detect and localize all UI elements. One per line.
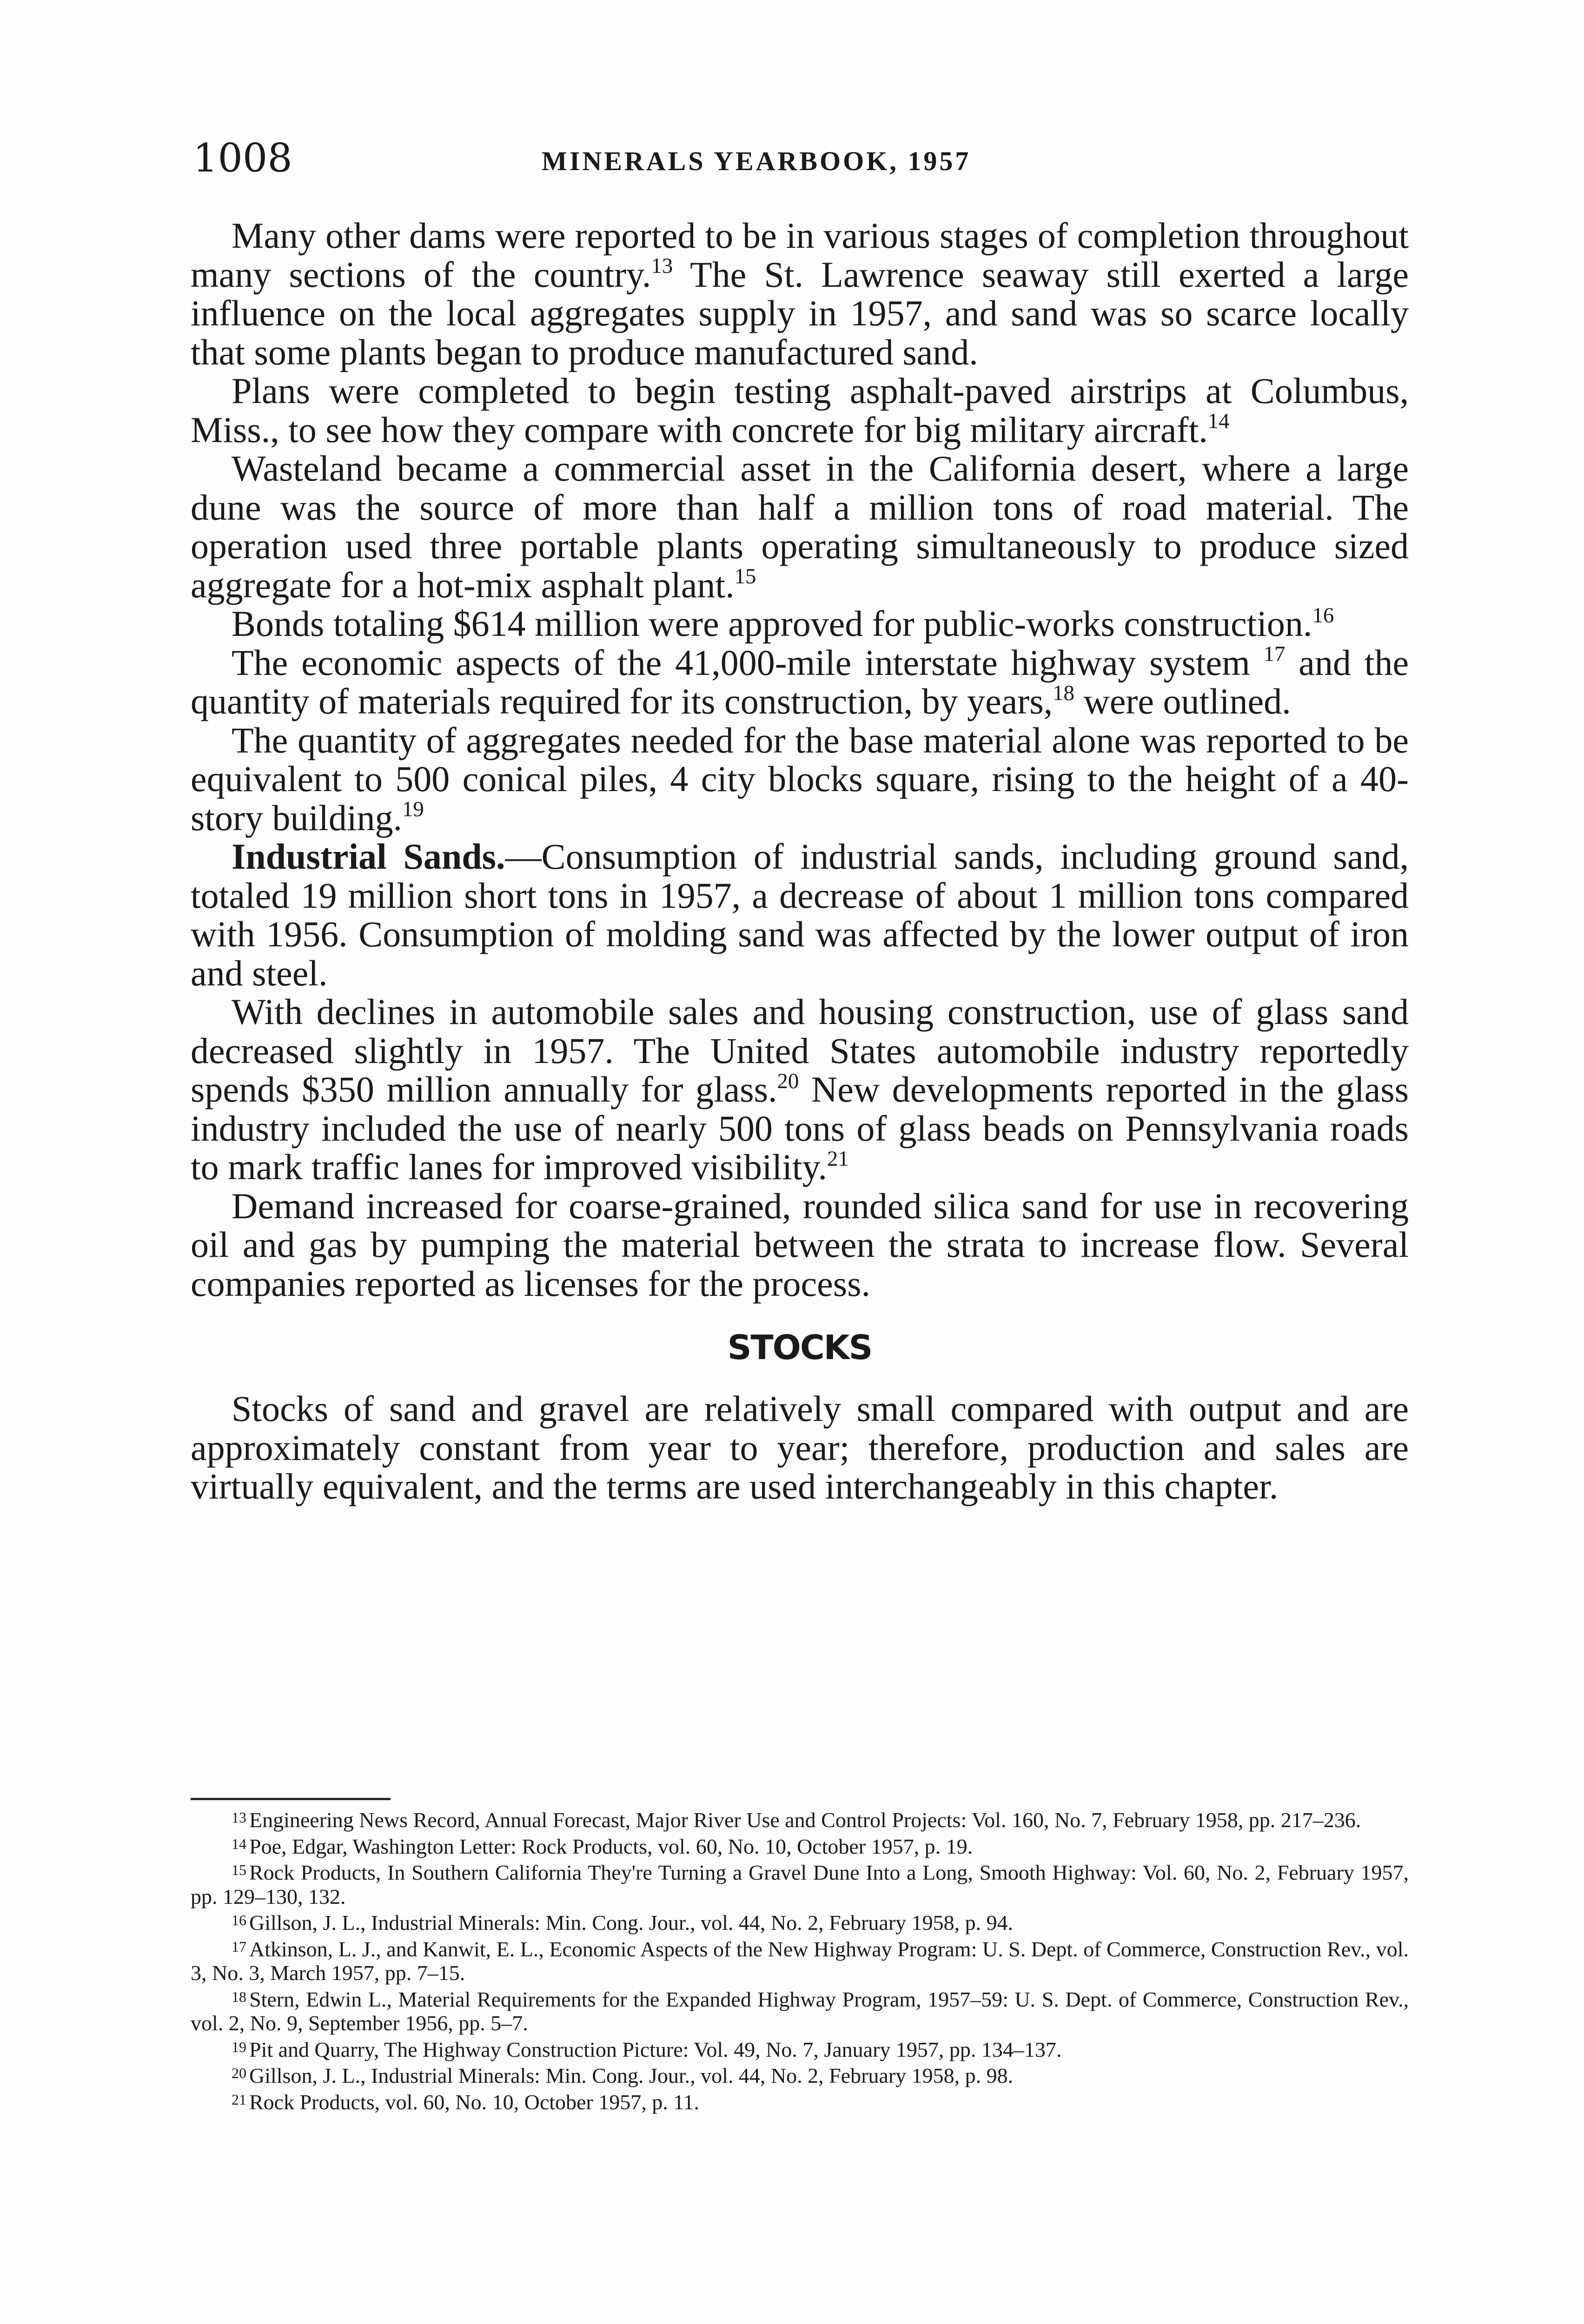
footnote-ref: 14	[1207, 409, 1230, 434]
paragraph-text: —Consumption of industrial sands, including ground sand, totaled 19 million short tons in 1957, a decrease of about 1 million tons compared with 1956. Consumption of molding sand was affected by the lower output of iron and steel.	[191, 836, 1409, 993]
footnote-text: Rock Products, In Southern California They're Turning a Gravel Dune Into a Long, Smooth Highway: Vol. 60, No. 2, February 1957, pp. 129–130, 132.	[191, 1861, 1409, 1908]
paragraph-text: Demand increased for coarse-grained, rounded silica sand for use in recovering oil and gas by pumping the material between the strata to increase flow. Several companies reported as licenses for the process.	[191, 1185, 1409, 1304]
paragraph	[191, 1187, 1409, 1303]
body-text	[191, 216, 1409, 1506]
footnote-text: Rock Products, vol. 60, No. 10, October 1957, p. 11.	[249, 2090, 700, 2114]
paragraph	[191, 837, 1409, 992]
footnote-number: 21	[232, 2091, 246, 2108]
paragraph-text: New developments reported in the glass industry included the use of nearly 500 tons of glass beads on Pennsylvania roads to mark traffic lanes for improved visibility.	[191, 1069, 1409, 1187]
footnote	[191, 1832, 1409, 1859]
paragraph-text: With declines in automobile sales and housing construction, use of glass sand decreased slightly in 1957. The United States automobile industry reportedly spends $350 million annually for glass.	[191, 991, 1409, 1109]
footnote-text: Atkinson, L. J., and Kanwit, E. L., Economic Aspects of the New Highway Program: U. S. Dept. of Commerce, Construction Rev., vol. 3, No. 3, March 1957, pp. 7–15.	[191, 1937, 1409, 1985]
footnote-number: 18	[232, 1988, 246, 2005]
footnote-ref: 21	[827, 1146, 849, 1171]
footnote-ref: 16	[1312, 603, 1334, 627]
footnote-ref: 13	[651, 254, 673, 278]
footnote-number: 20	[232, 2065, 246, 2081]
footnote-text: Engineering News Record, Annual Forecast, Major River Use and Control Projects: Vol. 160, No. 7, February 1958, pp. 217–236.	[249, 1808, 1361, 1832]
footnote	[191, 1858, 1409, 1908]
page-number: 1008	[193, 135, 292, 181]
paragraph-text: The St. Lawrence seaway still exerted a large influence on the local aggregates supply in 1957, and sand was so scarce locally that some plants began to produce manufactured sand.	[191, 254, 1409, 372]
paragraph	[191, 992, 1409, 1187]
footnote-number: 13	[232, 1809, 246, 1826]
footnote-ref: 17	[1263, 642, 1286, 667]
paragraph	[191, 643, 1409, 721]
footnote	[191, 1935, 1409, 1985]
footnote-text: Stern, Edwin L., Material Requirements for the Expanded Highway Program, 1957–59: U. S. Dept. of Commerce, Construction Rev., vol. 2, No. 9, September 1956, pp. 5–7.	[191, 1987, 1409, 2035]
paragraph-text: and the quantity of materials required for its construction, by years,	[191, 642, 1409, 721]
section-heading: STOCKS	[727, 1328, 872, 1367]
paragraph	[191, 216, 1409, 371]
running-title: MINERALS YEARBOOK, 1957	[542, 146, 971, 176]
footnote-text: Gillson, J. L., Industrial Minerals: Min. Cong. Jour., vol. 44, No. 2, February 1958, p. 98.	[249, 2064, 1014, 2087]
footnote-divider	[191, 1798, 391, 1800]
paragraph-text: Stocks of sand and gravel are relatively small compared with output and are approximately constant from year to year; therefore, production and sales are virtually equivalent, and the terms are used interchangeably in this chapter.	[191, 1388, 1409, 1506]
footnote	[191, 1908, 1409, 1935]
footnote	[191, 1985, 1409, 2035]
footnote-text: Gillson, J. L., Industrial Minerals: Min. Cong. Jour., vol. 44, No. 2, February 1958, p. 94.	[249, 1911, 1014, 1934]
paragraph-text: The economic aspects of the 41,000-mile interstate highway system	[232, 642, 1264, 683]
paragraph-text: The quantity of aggregates needed for the base material alone was reported to be equivalent to 500 conical piles, 4 city blocks square, rising to the height of a 40-story building.	[191, 720, 1409, 838]
footnote-number: 16	[232, 1912, 246, 1928]
paragraph	[191, 449, 1409, 604]
footnote-text: Pit and Quarry, The Highway Construction Picture: Vol. 49, No. 7, January 1957, pp. 134–137.	[249, 2037, 1062, 2061]
run-in-heading: Industrial Sands.	[232, 836, 505, 877]
footnote	[191, 2088, 1409, 2114]
footnote-ref: 15	[734, 564, 756, 589]
paragraph	[191, 371, 1409, 449]
footnote-text: Poe, Edgar, Washington Letter: Rock Products, vol. 60, No. 10, October 1957, p. 19.	[249, 1834, 973, 1858]
paragraph-text: Wasteland became a commercial asset in the California desert, where a large dune was the source of more than half a million tons of road material. The operation used three portable plants operating simultaneously to produce sized aggregate for a hot-mix asphalt plant.	[191, 448, 1409, 605]
footnote	[191, 1806, 1409, 1832]
footnote-number: 19	[232, 2038, 246, 2055]
page-header	[193, 135, 1411, 186]
footnote	[191, 2035, 1409, 2062]
footnote-number: 17	[232, 1938, 246, 1955]
paragraph-text: were outlined.	[1074, 681, 1291, 721]
paragraph-text: Bonds totaling $614 million were approved for public-works construction.	[232, 603, 1312, 644]
footnote-ref: 18	[1053, 680, 1074, 705]
footnote-ref: 20	[777, 1069, 799, 1093]
paragraph-text: Many other dams were reported to be in various stages of completion throughout many sections of the country.	[191, 215, 1409, 295]
paragraph	[191, 1389, 1409, 1506]
paragraph	[191, 604, 1409, 643]
footnote	[191, 2061, 1409, 2088]
paragraph-text: Plans were completed to begin testing asphalt-paved airstrips at Columbus, Miss., to see how they compare with concrete for big military aircraft.	[191, 370, 1409, 450]
paragraph	[191, 721, 1409, 838]
footnote-ref: 19	[402, 797, 424, 822]
footnote-number: 14	[232, 1835, 246, 1852]
footnotes	[191, 1806, 1409, 2114]
footnote-number: 15	[232, 1862, 246, 1878]
